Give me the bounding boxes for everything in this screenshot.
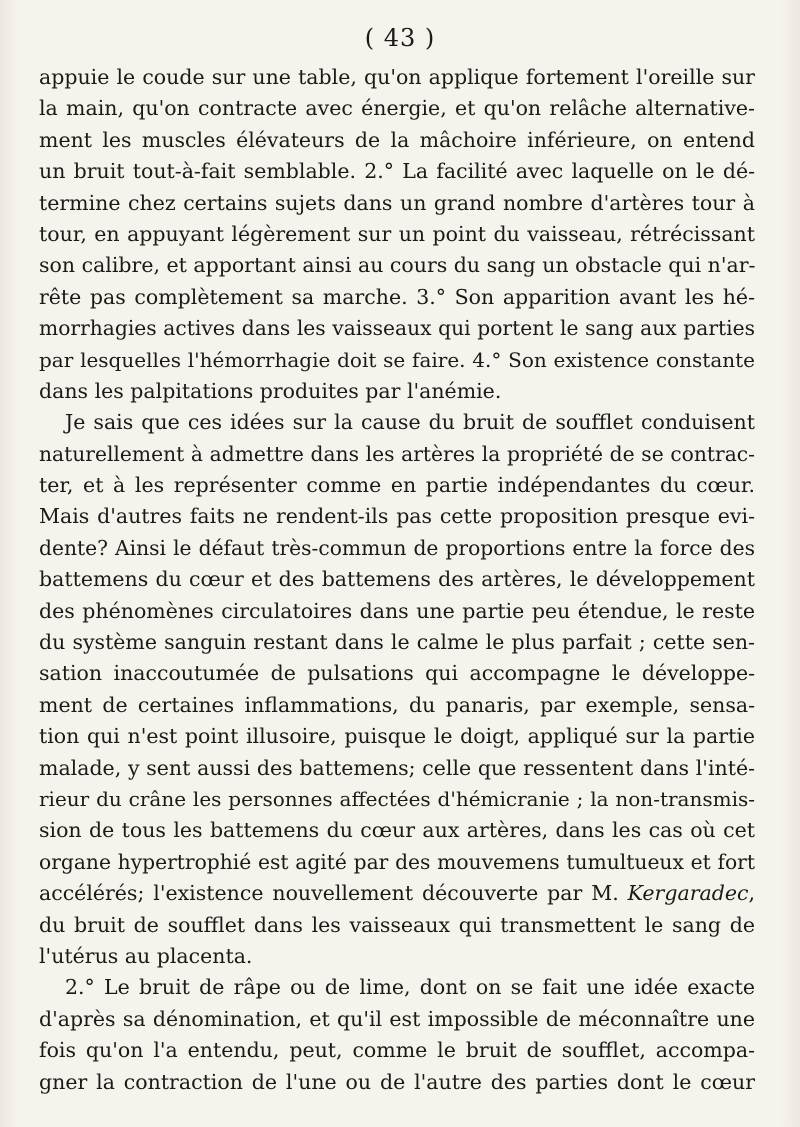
text-line: dans les palpitations produites par l'anémie. [39, 378, 502, 403]
text-line: Mais d'autres faits ne rendent-ils pas cette proposition presque evi- [39, 504, 755, 529]
text-line: gner la contraction de l'une ou de l'autre des parties dont le cœur [39, 1069, 755, 1094]
text-line: rête pas complètement sa marche. 3.° Son apparition avant les hé- [39, 284, 755, 309]
text-line: dente? Ainsi le défaut très-commun de proportions entre la force des [39, 535, 755, 560]
text-line: termine chez certains sujets dans un grand nombre d'artères tour à [39, 190, 755, 215]
text-line: 2.° Le bruit de râpe ou de lime, dont on se fait une idée exacte [65, 975, 755, 1000]
text-line: tour, en appuyant légèrement sur un point du vaisseau, rétrécissant [39, 221, 755, 246]
text-line: du bruit de soufflet dans les vaisseaux qui transmettent le sang de [39, 912, 755, 937]
text-line: accélérés; l'existence nouvellement découverte par M. Kergaradec, [39, 881, 755, 906]
text-line: appuie le coude sur une table, qu'on applique fortement l'oreille sur [39, 65, 755, 89]
paragraph-1 [39, 62, 755, 407]
body-text [39, 62, 755, 1098]
text-line: Je sais que ces idées sur la cause du bruit de soufflet conduisent [65, 410, 755, 435]
text-line: malade, y sent aussi des battemens; celle que ressentent dans l'inté- [39, 755, 755, 780]
text-line: des phénomènes circulatoires dans une partie peu étendue, le reste [39, 598, 755, 623]
text-line: ment les muscles élévateurs de la mâchoire inférieure, on entend [39, 127, 755, 152]
text-line: fois qu'on l'a entendu, peut, comme le bruit de soufflet, accompa- [39, 1038, 755, 1063]
text-line: la main, qu'on contracte avec énergie, et qu'on relâche alternative- [39, 96, 755, 121]
text-line: son calibre, et apportant ainsi au cours du sang un obstacle qui n'ar- [39, 253, 756, 278]
text-line: l'utérus au placenta. [39, 943, 253, 968]
page-number: ( 43 ) [364, 24, 436, 52]
text-line: rieur du crâne les personnes affectées d'hémicranie ; la non-transmis- [39, 786, 755, 811]
text-line: morrhagies actives dans les vaisseaux qui portent le sang aux parties [39, 316, 755, 341]
text-line: ment de certaines inflammations, du panaris, par exemple, sensa- [39, 692, 755, 717]
text-line: du système sanguin restant dans le calme le plus parfait ; cette sen- [39, 630, 755, 655]
text-line: naturellement à admettre dans les artères la propriété de se contrac- [39, 441, 755, 466]
text-line: d'après sa dénomination, et qu'il est impossible de méconnaître une [39, 1006, 755, 1031]
text-line: sion de tous les battemens du cœur aux artères, dans les cas où cet [39, 818, 755, 843]
text-line: par lesquelles l'hémorrhagie doit se faire. 4.° Son existence constante [39, 347, 755, 372]
paragraph-2 [39, 407, 755, 972]
text-line: organe hypertrophié est agité par des mouvemens tumultueux et fort [39, 849, 755, 874]
text-line: tion qui n'est point illusoire, puisque le doigt, appliqué sur la partie [39, 724, 755, 749]
text-line: ter, et à les représenter comme en partie indépendantes du cœur. [39, 473, 755, 498]
text-line: battemens du cœur et des battemens des artères, le développement [39, 567, 755, 592]
italic-name: Kergaradec [627, 881, 749, 906]
text-line: sation inaccoutumée de pulsations qui accompagne le développe- [39, 661, 755, 686]
text-line: un bruit tout-à-fait semblable. 2.° La facilité avec laquelle on le dé- [39, 159, 755, 184]
paragraph-3 [39, 972, 755, 1098]
